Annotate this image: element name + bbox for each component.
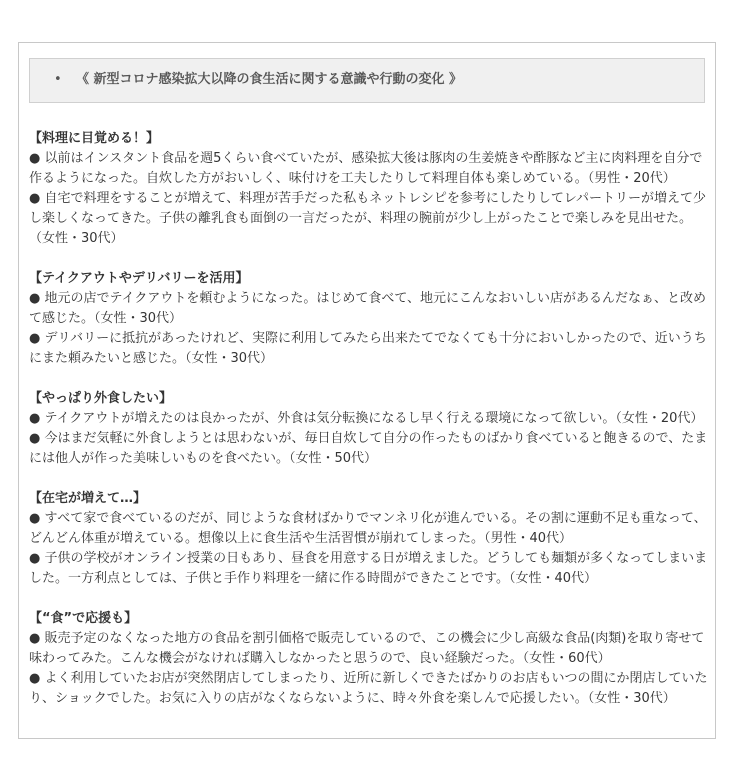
section-stay-home <box>29 489 709 589</box>
comment-text: 地元の店でテイクアウトを頼むようになった。はじめて食べて、地元にこんなおいしい店があるんだなぁ、と改めて感じた。（女性・30代） <box>29 291 707 326</box>
bullet-icon: ● <box>29 291 41 306</box>
comment-text: 今はまだ気軽に外食しようとは思わないが、毎日自炊して自分の作ったものばかり食べていると飽きるので、たまには他人が作った美味しいものを食べたい。（女性・50代） <box>29 431 708 466</box>
comment-item <box>29 509 709 549</box>
bullet-icon: • <box>54 72 62 87</box>
section-takeout <box>29 269 709 369</box>
comment-item <box>29 409 709 429</box>
comment-item <box>29 149 709 189</box>
section-eating-out <box>29 389 709 469</box>
bullet-icon: ● <box>29 151 41 166</box>
comment-item <box>29 669 709 709</box>
header-box <box>29 58 705 103</box>
comment-text: デリバリーに抵抗があったけれど、実際に利用してみたら出来たてでなくても十分においしかったので、近いうちにまた頼みたいと感じた。（女性・30代） <box>29 331 707 366</box>
survey-frame <box>18 42 716 739</box>
section-title: 【“食”で応援も】 <box>29 611 138 626</box>
bullet-icon: ● <box>29 631 41 646</box>
section-support <box>29 609 709 709</box>
comment-item <box>29 549 709 589</box>
comment-item <box>29 189 709 249</box>
section-title: 【テイクアウトやデリバリーを活用】 <box>29 271 249 286</box>
comment-item <box>29 629 709 669</box>
comment-item <box>29 289 709 329</box>
comment-item <box>29 329 709 369</box>
comment-text: 自宅で料理をすることが増えて、料理が苦手だった私もネットレシピを参考にしたりしてレパートリーが増えて少し楽しくなってきた。子供の離乳食も面倒の一言だったが、料理の腕前が少し上がったことで楽しみを見出せた。（女性・30代） <box>29 191 706 246</box>
comment-text: すべて家で食べているのだが、同じような食材ばかりでマンネリ化が進んでいる。その割に運動不足も重なって、どんどん体重が増えている。想像以上に食生活や生活習慣が崩れてしまった。（男性・40代） <box>29 511 707 546</box>
comment-text: 販売予定のなくなった地方の食品を割引価格で販売しているので、この機会に少し高級な食品(肉類)を取り寄せて味わってみた。こんな機会がなければ購入しなかったと思うので、良い経験だった。（女性・60代） <box>29 631 705 666</box>
comment-text: テイクアウトが増えたのは良かったが、外食は気分転換になるし早く行える環境になって欲しい。（女性・20代） <box>44 411 704 426</box>
comment-text: 以前はインスタント食品を週5くらい食べていたが、感染拡大後は豚肉の生姜焼きや酢豚など主に肉料理を自分で作るようになった。自炊した方がおいしく、味付けを工夫したりして料理自体も楽しめている。（男性・20代） <box>29 151 703 186</box>
section-title: 【やっぱり外食したい】 <box>29 391 173 406</box>
bullet-icon: ● <box>29 551 41 566</box>
bullet-icon: ● <box>29 431 41 446</box>
section-title: 【料理に目覚める！】 <box>29 131 160 146</box>
comment-item <box>29 429 709 469</box>
bullet-icon: ● <box>29 331 41 346</box>
bullet-icon: ● <box>29 671 41 686</box>
bullet-icon: ● <box>29 511 41 526</box>
section-cooking <box>29 129 709 249</box>
bullet-icon: ● <box>29 411 41 426</box>
comment-text: よく利用していたお店が突然閉店してしまったり、近所に新しくできたばかりのお店もいつの間にか閉店していたり、ショックでした。お気に入りの店がなくならないように、時々外食を楽しんで応援したい。（女性・30代） <box>29 671 708 706</box>
bullet-icon: ● <box>29 191 41 206</box>
comment-text: 子供の学校がオンライン授業の日もあり、昼食を用意する日が増えました。どうしても麺類が多くなってしまいました。一方利点としては、子供と手作り料理を一緒に作る時間ができたことです。（女性・40代） <box>29 551 708 586</box>
page-title: 《 新型コロナ感染拡大以降の食生活に関する意識や行動の変化 》 <box>76 72 463 87</box>
section-title: 【在宅が増えて…】 <box>29 491 147 506</box>
content <box>29 129 709 729</box>
